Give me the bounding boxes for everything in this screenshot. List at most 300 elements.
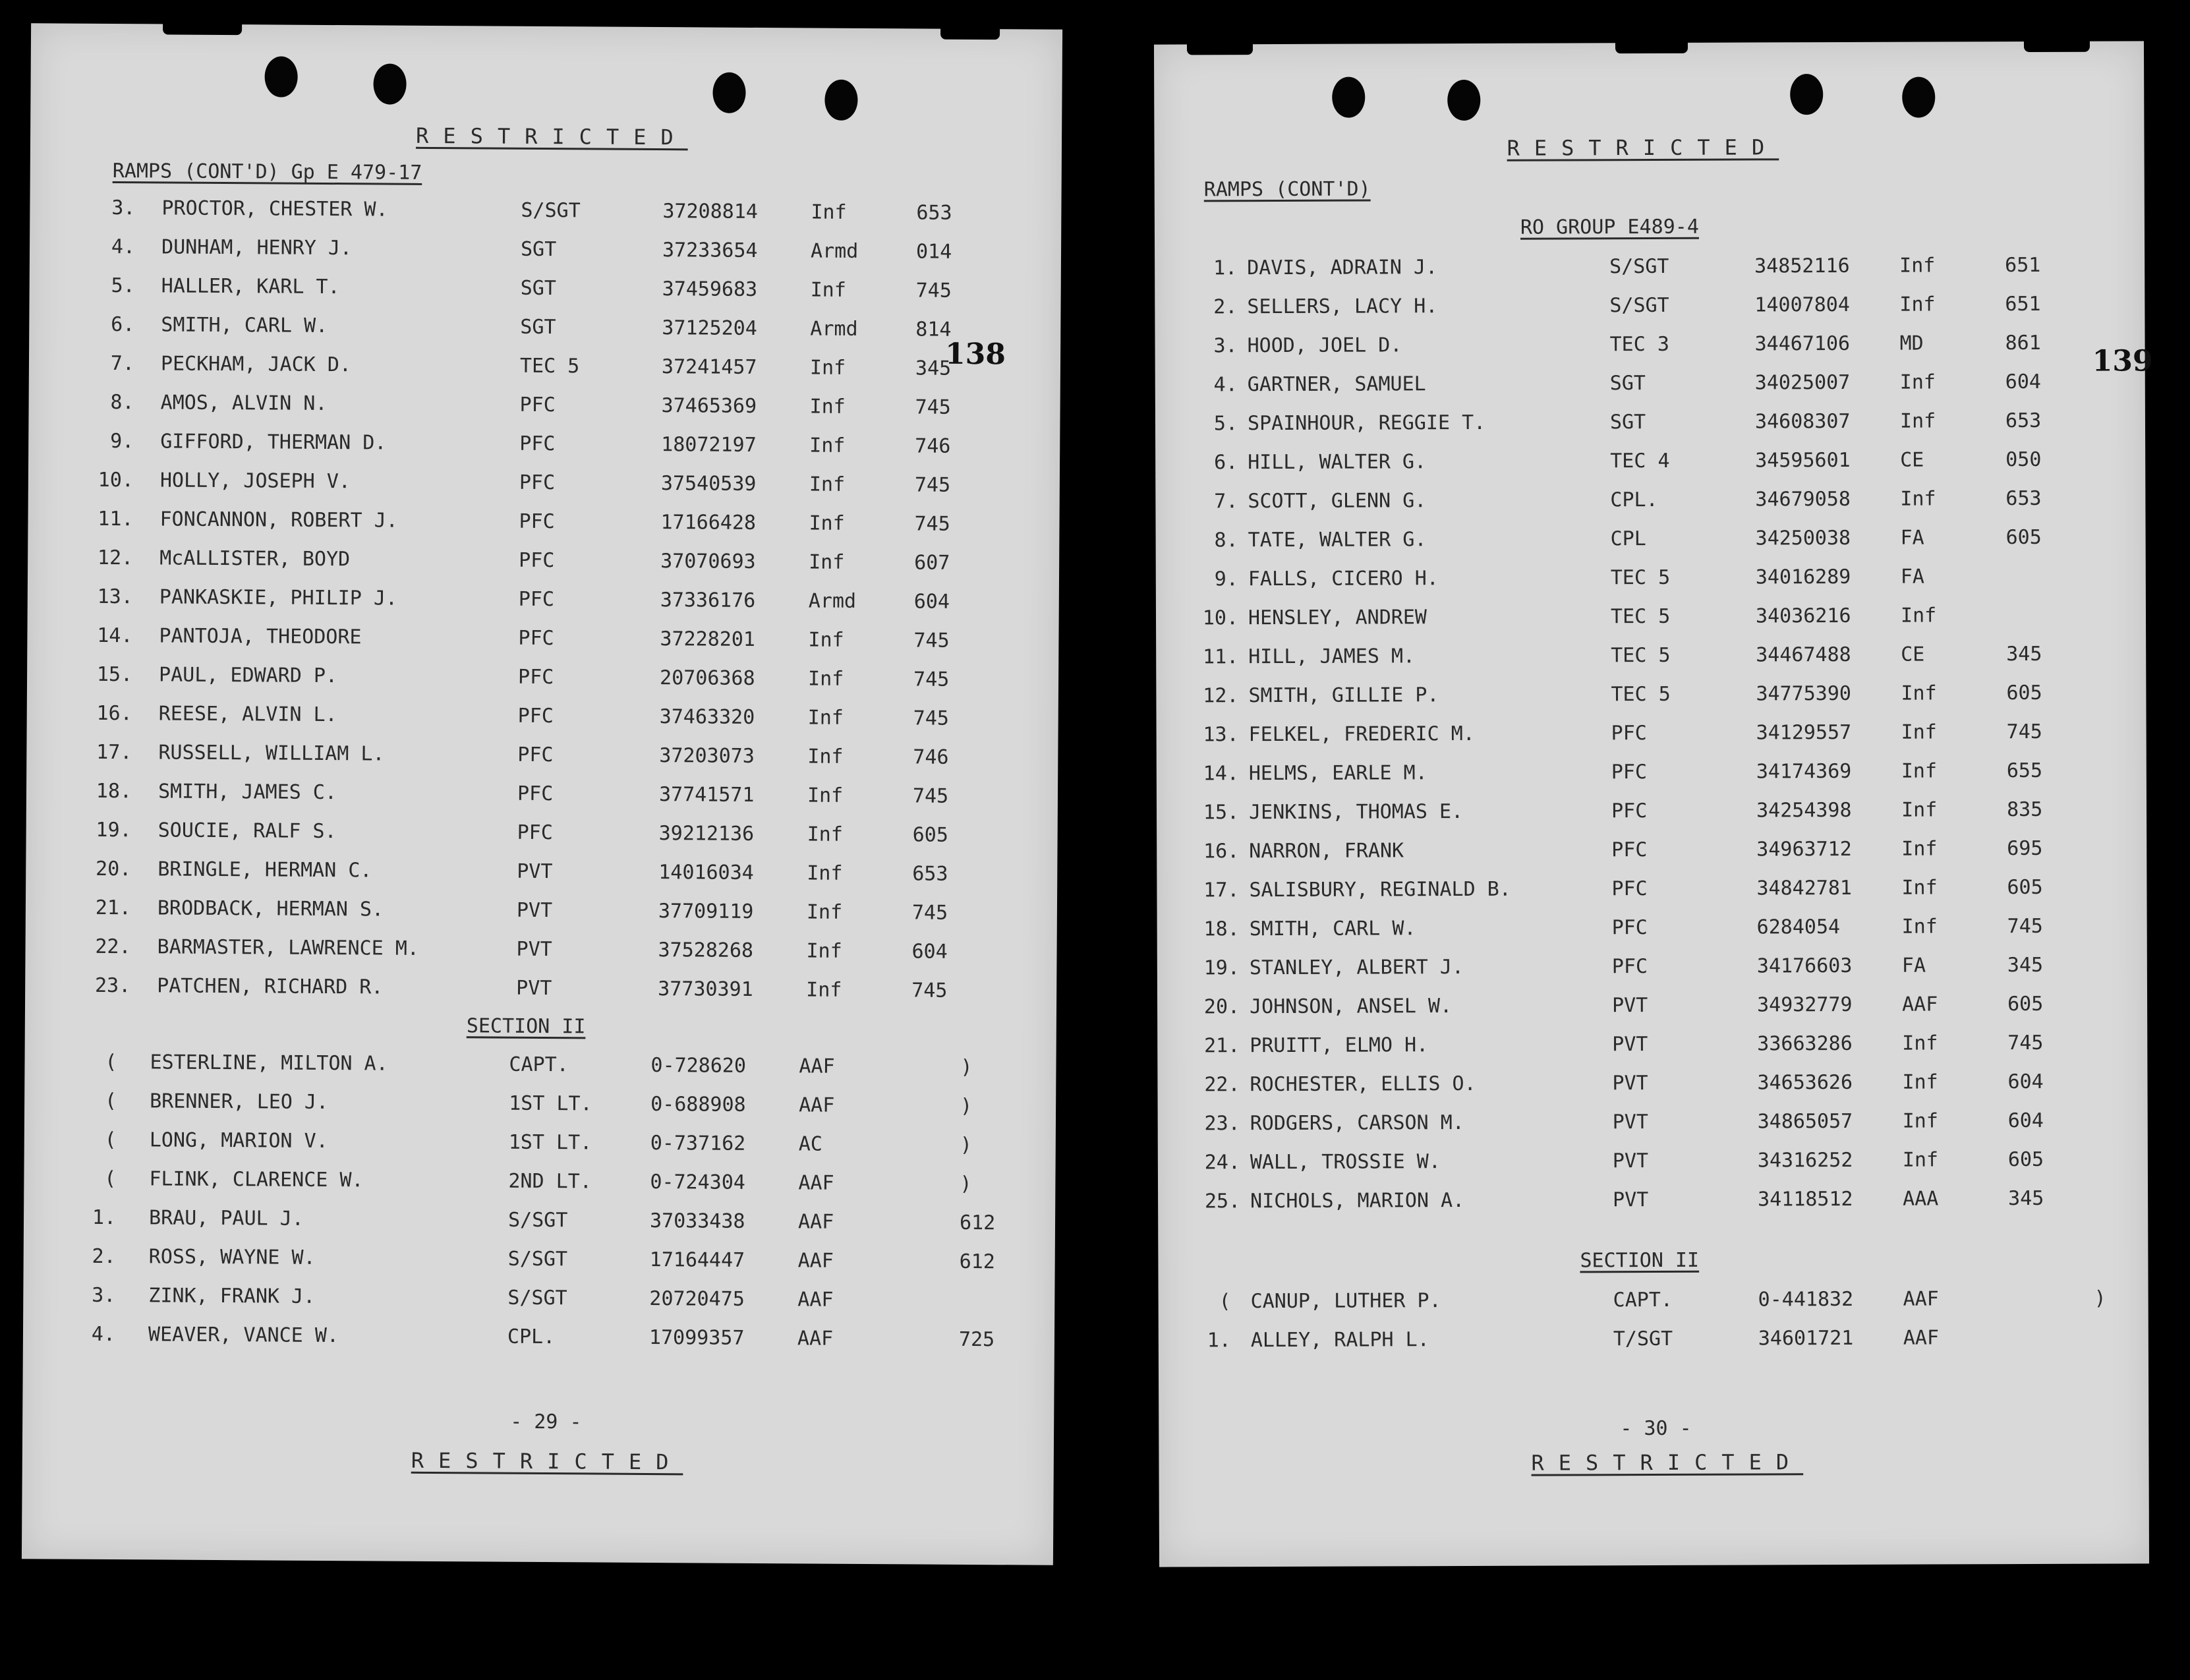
cell-name: REESE, ALVIN L. <box>158 702 337 727</box>
cell-name: BRINGLE, HERMAN C. <box>158 857 372 883</box>
cell-serial: 0-728620 <box>650 1054 747 1078</box>
cell-arm: AAF <box>799 1055 835 1078</box>
cell-code: ) <box>960 1172 972 1196</box>
cell-arm: FA <box>1901 954 1926 977</box>
cell-name: RODGERS, CARSON M. <box>1250 1111 1464 1136</box>
cell-serial: 37336176 <box>660 589 756 612</box>
cell-code: 653 <box>916 201 952 225</box>
cell-no: 10. <box>1202 606 1239 630</box>
cell-arm: Inf <box>1901 837 1938 861</box>
cell-name: SMITH, JAMES C. <box>158 780 337 805</box>
cell-arm: Inf <box>809 434 846 457</box>
cell-no: 3. <box>1213 334 1238 358</box>
cell-rank: CAPT. <box>509 1053 569 1077</box>
cell-name: BRAU, PAUL J. <box>148 1206 304 1231</box>
cell-code: 745 <box>915 395 951 419</box>
cell-no: 5. <box>111 274 135 298</box>
cell-name: CANUP, LUTHER P. <box>1250 1289 1441 1314</box>
cell-rank: CPL. <box>507 1325 556 1349</box>
cell-name: SELLERS, LACY H. <box>1247 295 1438 319</box>
cell-serial: 0-737162 <box>650 1132 746 1155</box>
cell-rank: SGT <box>1609 372 1646 395</box>
cell-serial: 17166428 <box>660 511 757 535</box>
cell-code: 745 <box>2006 720 2042 744</box>
cell-name: HOOD, JOEL D. <box>1247 333 1402 358</box>
cell-name: SOUCIE, RALF S. <box>158 819 337 844</box>
cell-code: 050 <box>2005 448 2042 472</box>
cell-serial: 14016034 <box>658 861 754 884</box>
cell-code: 725 <box>958 1327 995 1352</box>
cell-no: ( <box>104 1128 117 1152</box>
cell-rank: SGT <box>520 237 557 262</box>
restricted-footer: RESTRICTED <box>1531 1449 1804 1476</box>
table-row <box>28 390 1060 423</box>
cell-arm: Inf <box>811 200 847 224</box>
cell-arm: AAF <box>797 1210 834 1234</box>
cell-code: 653 <box>2005 486 2042 511</box>
cell-code: 745 <box>911 901 948 925</box>
cell-code: ) <box>2094 1287 2106 1310</box>
cell-no: 1. <box>1207 1329 1231 1352</box>
cell-rank: S/SGT <box>507 1247 568 1271</box>
paper-notch <box>1615 39 1688 53</box>
cell-no: 15. <box>1203 801 1240 825</box>
cell-arm: Inf <box>807 861 843 885</box>
cell-arm: Inf <box>809 395 846 419</box>
cell-serial: 34852116 <box>1754 254 1850 278</box>
cell-rank: CPL. <box>1610 488 1658 512</box>
cell-serial: 34653626 <box>1757 1070 1853 1095</box>
cell-code: 604 <box>2007 1070 2044 1094</box>
table-row <box>1158 1147 2148 1177</box>
table-row <box>27 662 1058 695</box>
table-row <box>1159 1287 2148 1316</box>
cell-name: DAVIS, ADRAIN J. <box>1247 256 1438 280</box>
page-number: - 30 - <box>1620 1416 1692 1441</box>
cell-serial: 34608307 <box>1754 409 1851 434</box>
table-row <box>24 1089 1056 1122</box>
table-row <box>1156 681 2146 710</box>
cell-rank: TEC 3 <box>1609 332 1669 357</box>
cell-serial: 17164447 <box>649 1248 745 1272</box>
cell-arm: Inf <box>1899 293 1936 316</box>
cell-code: 861 <box>2005 331 2041 355</box>
cell-no: 18. <box>1203 917 1240 941</box>
cell-rank: 1ST LT. <box>509 1091 592 1116</box>
cell-arm: Inf <box>1901 876 1938 900</box>
cell-no: 20. <box>1203 995 1240 1019</box>
cell-arm: Inf <box>809 511 845 535</box>
cell-no: 14. <box>1203 762 1239 786</box>
cell-code: 745 <box>2007 1031 2044 1055</box>
cell-arm: FA <box>1900 526 1924 550</box>
cell-code: 605 <box>2006 681 2042 705</box>
cell-no: 4. <box>1213 373 1238 397</box>
cell-rank: SGT <box>520 276 556 301</box>
punch-hole <box>1902 76 1935 117</box>
cell-rank: PFC <box>519 393 556 417</box>
cell-rank: CPL <box>1610 527 1646 551</box>
cell-no: 4. <box>111 235 136 259</box>
cell-name: PANKASKIE, PHILIP J. <box>159 585 398 610</box>
cell-rank: PVT <box>516 937 552 962</box>
cell-arm: Armd <box>810 239 859 263</box>
table-row <box>1155 292 2145 322</box>
cell-rank: PFC <box>1611 877 1648 901</box>
cell-no: 7. <box>1214 490 1238 513</box>
cell-name: McALLISTER, BOYD <box>159 546 351 571</box>
cell-serial: 37741571 <box>658 783 755 807</box>
cell-serial: 37070693 <box>660 550 756 573</box>
roster-title: RAMPS (CONT'D) Gp E 479-17 <box>112 159 422 185</box>
cell-no: 2. <box>1213 295 1238 319</box>
cell-serial: 34932779 <box>1757 993 1853 1017</box>
cell-serial: 37208814 <box>662 200 759 223</box>
cell-arm: Inf <box>1899 370 1936 394</box>
cell-rank: PFC <box>1611 916 1648 940</box>
cell-arm: Inf <box>1901 681 1937 705</box>
cell-arm: Inf <box>810 278 846 302</box>
cell-serial: 39212136 <box>658 822 755 846</box>
cell-rank: PVT <box>516 898 553 923</box>
table-row <box>1157 759 2147 788</box>
cell-code: 651 <box>2005 253 2041 277</box>
cell-serial: 17099357 <box>648 1326 745 1350</box>
cell-code: ) <box>960 1133 972 1157</box>
restricted-header: RESTRICTED <box>1507 134 1779 161</box>
cell-arm: FA <box>1900 565 1924 589</box>
cell-serial: 34467488 <box>1756 643 1851 667</box>
table-row <box>30 235 1061 268</box>
cell-no: 2. <box>92 1244 116 1269</box>
cell-name: LONG, MARION V. <box>149 1128 328 1153</box>
cell-arm: CE <box>1900 448 1924 472</box>
cell-no: 8. <box>1214 529 1238 552</box>
cell-name: HALLER, KARL T. <box>161 274 340 299</box>
cell-rank: SGT <box>520 315 556 339</box>
cell-no: 23. <box>1204 1112 1240 1136</box>
cell-name: PRUITT, ELMO H. <box>1250 1033 1429 1058</box>
cell-code: ) <box>960 1094 973 1118</box>
cell-name: PECKHAM, JACK D. <box>160 352 352 377</box>
cell-no: 6. <box>1214 451 1238 475</box>
cell-arm: Inf <box>1901 915 1938 939</box>
table-row <box>24 1205 1055 1238</box>
cell-name: FLINK, CLARENCE W. <box>149 1167 364 1192</box>
cell-serial: 0-688908 <box>650 1093 746 1116</box>
page-number: - 29 - <box>510 1410 582 1434</box>
cell-rank: TEC 5 <box>1610 565 1671 590</box>
cell-code: 345 <box>2007 953 2044 977</box>
cell-code: 745 <box>912 784 949 808</box>
paper-notch <box>163 20 242 35</box>
cell-serial: 34601721 <box>1758 1326 1854 1350</box>
cell-serial: 34595601 <box>1755 448 1851 473</box>
cell-no: 5. <box>1213 412 1238 436</box>
cell-serial: 34176603 <box>1756 954 1853 978</box>
cell-serial: 34467106 <box>1754 332 1851 356</box>
table-row <box>1157 1031 2147 1060</box>
cell-rank: PFC <box>519 509 555 534</box>
cell-arm: MD <box>1899 332 1924 355</box>
cell-no: 17. <box>96 740 132 765</box>
cell-serial: 34963712 <box>1756 837 1852 861</box>
cell-name: BRODBACK, HERMAN S. <box>157 896 384 921</box>
punch-hole <box>1332 77 1365 118</box>
cell-name: ROCHESTER, ELLIS O. <box>1250 1072 1476 1097</box>
table-row <box>1157 797 2147 827</box>
right-page <box>1154 41 2153 1567</box>
cell-rank: TEC 5 <box>1610 604 1671 629</box>
cell-no: 18. <box>96 779 132 803</box>
punch-hole <box>373 63 406 104</box>
table-row <box>29 351 1060 384</box>
cell-no: 9. <box>1214 567 1238 591</box>
cell-no: 20. <box>96 857 132 881</box>
cell-no: 10. <box>98 468 134 492</box>
cell-arm: Inf <box>806 900 843 924</box>
cell-name: FELKEL, FREDERIC M. <box>1248 722 1475 747</box>
cell-code: 746 <box>915 434 951 458</box>
cell-arm: AAF <box>798 1171 834 1195</box>
cell-name: BARMASTER, LAWRENCE M. <box>157 935 420 960</box>
cell-serial: 14007804 <box>1754 293 1850 317</box>
cell-rank: T/SGT <box>1613 1327 1673 1351</box>
cell-arm: Inf <box>1900 487 1936 511</box>
restricted-header: RESTRICTED <box>415 123 688 150</box>
cell-rank: PFC <box>1611 761 1648 784</box>
cell-name: JOHNSON, ANSEL W. <box>1250 995 1453 1019</box>
cell-serial: 34775390 <box>1756 681 1851 706</box>
cell-arm: Inf <box>809 473 846 496</box>
cell-code: 604 <box>911 940 948 964</box>
cell-code: 605 <box>2007 875 2043 900</box>
cell-no: 21. <box>1204 1034 1240 1058</box>
cell-rank: PFC <box>517 704 554 728</box>
cell-code: 607 <box>914 551 950 575</box>
cell-rank: PFC <box>1611 955 1648 979</box>
cell-rank: SGT <box>1609 411 1646 434</box>
cell-serial: 6284054 <box>1756 915 1841 939</box>
cell-name: PATCHEN, RICHARD R. <box>157 974 384 999</box>
table-row <box>26 896 1057 929</box>
cell-serial: 0-441832 <box>1758 1287 1854 1312</box>
cell-arm: Inf <box>807 784 844 807</box>
cell-name: SMITH, CARL W. <box>161 313 328 337</box>
table-row <box>23 1322 1054 1355</box>
cell-arm: Inf <box>807 706 844 730</box>
cell-name: HENSLEY, ANDREW <box>1248 606 1427 630</box>
table-row <box>30 196 1061 229</box>
cell-code: 746 <box>913 745 949 769</box>
cell-code: 651 <box>2005 292 2041 316</box>
cell-arm: AAF <box>799 1093 835 1117</box>
cell-no: 11. <box>98 507 134 531</box>
cell-no: 8. <box>110 390 134 415</box>
cell-rank: PFC <box>1611 838 1648 862</box>
table-row <box>26 857 1057 890</box>
cell-rank: S/SGT <box>507 1208 568 1232</box>
cell-name: WALL, TROSSIE W. <box>1250 1150 1441 1174</box>
cell-no: ( <box>104 1089 117 1113</box>
cell-arm: Inf <box>1902 1070 1938 1094</box>
cell-code: 745 <box>2007 914 2043 939</box>
page-stamp: 138 <box>944 337 1006 372</box>
cell-serial: 33663286 <box>1757 1031 1853 1056</box>
page-stamp: 139 <box>2092 344 2153 378</box>
cell-serial: 18072197 <box>661 433 757 457</box>
table-row <box>1157 875 2147 905</box>
cell-serial: 37528268 <box>658 939 754 962</box>
cell-no: 19. <box>1203 956 1240 980</box>
cell-no: ( <box>105 1050 117 1074</box>
cell-rank: TEC 5 <box>1611 682 1671 707</box>
cell-name: AMOS, ALVIN N. <box>160 391 328 415</box>
cell-name: PAUL, EDWARD P. <box>158 663 338 688</box>
cell-code: 695 <box>2007 836 2043 861</box>
table-row <box>1157 992 2147 1022</box>
cell-code: 604 <box>2007 1109 2044 1133</box>
cell-no: 21. <box>95 896 132 920</box>
table-row <box>1157 1070 2147 1099</box>
table-row <box>1155 331 2145 361</box>
cell-no: 24. <box>1204 1151 1240 1174</box>
cell-name: ALLEY, RALPH L. <box>1250 1328 1429 1352</box>
table-row <box>1156 525 2146 555</box>
cell-code: 745 <box>914 473 951 497</box>
cell-no: 13. <box>1203 723 1239 747</box>
cell-code: 014 <box>915 240 952 264</box>
cell-serial: 37033438 <box>649 1209 745 1233</box>
cell-no: 17. <box>1203 879 1240 902</box>
table-row <box>28 507 1059 540</box>
cell-code: 345 <box>915 357 952 380</box>
cell-serial: 37730391 <box>658 977 753 1001</box>
cell-arm: Inf <box>1901 720 1937 744</box>
cell-code: 345 <box>2008 1186 2044 1211</box>
cell-arm: Inf <box>807 823 843 846</box>
cell-code: 612 <box>959 1211 996 1235</box>
cell-code: 745 <box>914 512 950 536</box>
cell-arm: Inf <box>1899 409 1936 433</box>
cell-serial: 37459683 <box>662 277 758 301</box>
cell-serial: 34865057 <box>1757 1109 1853 1134</box>
cell-serial: 34025007 <box>1754 370 1851 395</box>
cell-name: DUNHAM, HENRY J. <box>161 235 353 260</box>
cell-rank: PVT <box>1612 994 1648 1018</box>
cell-code: 605 <box>2007 992 2044 1016</box>
cell-rank: PFC <box>519 432 556 456</box>
cell-arm: AAF <box>1903 1287 1939 1311</box>
cell-serial: 37463320 <box>659 705 755 729</box>
section-heading: SECTION II <box>466 1014 586 1039</box>
table-row <box>29 312 1060 345</box>
table-row <box>24 1244 1055 1277</box>
table-row <box>28 468 1060 501</box>
punch-hole <box>824 80 857 121</box>
table-row <box>1156 603 2146 633</box>
cell-name: ROSS, WAYNE W. <box>148 1245 316 1269</box>
table-row <box>1158 1186 2148 1216</box>
cell-serial: 34036216 <box>1755 604 1851 628</box>
cell-arm: Inf <box>806 939 842 963</box>
cell-code: 612 <box>959 1250 995 1274</box>
cell-serial: 37125204 <box>662 316 757 340</box>
cell-name: SMITH, CARL W. <box>1249 917 1416 941</box>
cell-name: JENKINS, THOMAS E. <box>1248 799 1464 825</box>
group-subtitle: RO GROUP E489-4 <box>1520 215 1699 239</box>
cell-code: 745 <box>913 629 950 652</box>
cell-arm: Inf <box>1900 604 1937 627</box>
cell-serial: 20706368 <box>659 666 755 690</box>
cell-no: 19. <box>96 818 132 842</box>
cell-arm: Inf <box>1902 1031 1938 1055</box>
cell-rank: S/SGT <box>521 198 581 223</box>
table-row <box>1156 564 2146 594</box>
cell-name: WEAVER, VANCE W. <box>148 1323 339 1348</box>
table-row <box>1157 720 2147 749</box>
cell-arm: Inf <box>809 356 846 380</box>
cell-name: HELMS, EARLE M. <box>1248 761 1427 786</box>
cell-serial: 34250038 <box>1755 526 1851 550</box>
cell-serial: 34129557 <box>1756 720 1852 745</box>
cell-arm: AAF <box>797 1249 834 1273</box>
restricted-footer: RESTRICTED <box>411 1447 683 1475</box>
cell-serial: 34174369 <box>1756 759 1852 784</box>
cell-no: 9. <box>110 429 134 453</box>
cell-code: 745 <box>913 707 950 730</box>
cell-serial: 34316252 <box>1757 1148 1853 1173</box>
cell-name: RUSSELL, WILLIAM L. <box>158 741 385 766</box>
table-row <box>1157 914 2147 944</box>
cell-rank: 2ND LT. <box>508 1169 592 1194</box>
cell-arm: AAF <box>1902 993 1938 1016</box>
cell-rank: PFC <box>1611 799 1648 823</box>
table-row <box>1155 253 2145 283</box>
cell-code: 835 <box>2006 797 2043 822</box>
cell-serial: 20720475 <box>649 1287 745 1311</box>
cell-arm: Inf <box>807 667 844 691</box>
cell-code: 605 <box>2007 1147 2044 1172</box>
cell-no: 4. <box>91 1322 116 1347</box>
table-row <box>28 546 1059 579</box>
cell-arm: Inf <box>1902 1148 1939 1172</box>
cell-no: 11. <box>1202 645 1239 669</box>
cell-rank: CAPT. <box>1613 1288 1673 1312</box>
cell-arm: Armd <box>810 317 858 341</box>
cell-serial: 34842781 <box>1756 876 1853 900</box>
cell-code: 745 <box>911 979 948 1002</box>
cell-name: SALISBURY, REGINALD B. <box>1249 877 1511 902</box>
cell-arm: Inf <box>1902 1109 1938 1133</box>
punch-hole <box>264 56 297 97</box>
cell-arm: AAA <box>1903 1187 1939 1211</box>
table-row <box>23 1283 1054 1316</box>
table-row <box>1155 370 2145 399</box>
cell-no: 22. <box>95 935 131 959</box>
cell-name: TATE, WALTER G. <box>1248 528 1427 552</box>
table-row <box>26 818 1058 851</box>
cell-no: ( <box>104 1167 117 1191</box>
cell-rank: PVT <box>1612 1072 1648 1095</box>
cell-rank: PFC <box>519 548 555 573</box>
table-row <box>1156 642 2146 672</box>
table-row <box>24 1167 1055 1200</box>
cell-no: 3. <box>111 196 136 220</box>
cell-arm: AAF <box>1903 1326 1940 1350</box>
cell-code: 653 <box>2005 409 2042 433</box>
cell-rank: PFC <box>517 821 553 845</box>
